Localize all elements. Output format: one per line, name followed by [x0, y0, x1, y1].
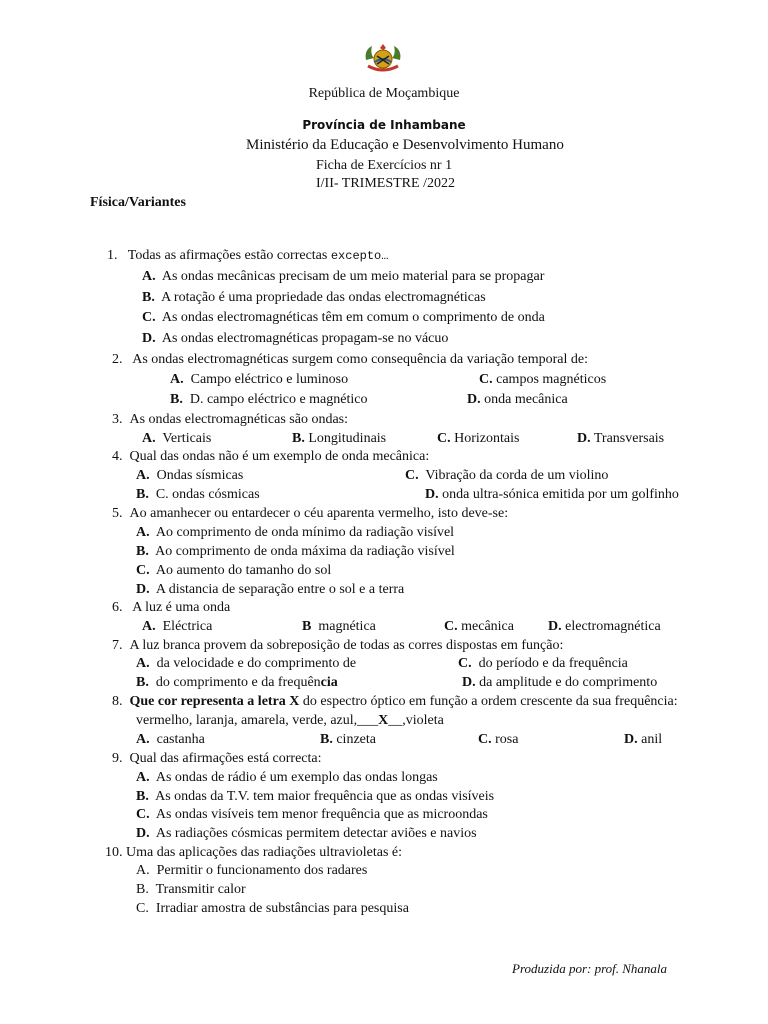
q4-option-c: C. Vibração da corda de um violino	[405, 468, 609, 483]
q1-option-c: C. As ondas electromagnéticas têm em comum o comprimento de onda	[142, 310, 545, 325]
question-text-mono: excepto…	[330, 249, 389, 263]
question-2: 2. As ondas electromagnéticas surgem como consequência da variação temporal de:	[112, 352, 588, 367]
q4-option-a: A. Ondas sísmicas	[136, 468, 244, 483]
q1-option-a: A. As ondas mecânicas precisam de um meio material para se propagar	[142, 269, 545, 284]
question-7: 7. A luz branca provem da sobreposição de todas as corres dispostas em função:	[112, 638, 564, 653]
q6-option-c: C. mecânica	[444, 619, 514, 634]
question-8: 8. Que cor representa a letra X do espectro óptico em função a ordem crescente da sua frequência:	[112, 694, 678, 709]
q5-option-a: A. Ao comprimento de onda mínimo da radiação visível	[136, 525, 455, 540]
q2-option-b: B. D. campo eléctrico e magnético	[170, 392, 368, 407]
q3-option-b: B. Longitudinais	[292, 431, 387, 446]
coat-of-arms-emblem	[362, 42, 404, 76]
q2-option-d: D. onda mecânica	[467, 392, 568, 407]
q1-option-d: D. As ondas electromagnéticas propagam-se no vácuo	[142, 331, 449, 346]
q6-option-a: A. Eléctrica	[142, 619, 213, 634]
q9-option-a: A. As ondas de rádio é um exemplo das ondas longas	[136, 770, 438, 785]
question-4: 4. Qual das ondas não é um exemplo de onda mecânica:	[112, 449, 430, 464]
q3-option-d: D. Transversais	[577, 431, 665, 446]
q9-option-d: D. As radiações cósmicas permitem detectar aviões e navios	[136, 826, 477, 841]
question-10: 10. Uma das aplicações das radiações ultravioletas é:	[105, 845, 402, 860]
q8-option-b: B. cinzeta	[320, 732, 376, 747]
question-number: 1.	[107, 248, 118, 263]
q8-option-d: D. anil	[624, 732, 663, 747]
q6-option-b: B magnética	[302, 619, 376, 634]
question-6: 6. A luz é uma onda	[112, 600, 231, 615]
term-title: I/II- TRIMESTRE /2022	[316, 176, 455, 191]
q5-option-c: C. Ao aumento do tamanho do sol	[136, 563, 332, 578]
q2-option-a: A. Campo eléctrico e luminoso	[170, 372, 349, 387]
q3-option-a: A. Verticais	[142, 431, 212, 446]
q7-option-d: D. da amplitude e do comprimento	[462, 675, 658, 690]
ministry-heading: Ministério da Educação e Desenvolvimento Humano	[246, 137, 564, 153]
q5-option-d: D. A distancia de separação entre o sol e a terra	[136, 582, 405, 597]
sheet-title: Ficha de Exercícios nr 1	[316, 158, 453, 173]
question-9: 9. Qual das afirmações está correcta:	[112, 751, 322, 766]
question-3: 3. As ondas electromagnéticas são ondas:	[112, 412, 348, 427]
author-footer: Produzida por: prof. Nhanala	[512, 961, 668, 976]
q1-option-b: B. A rotação é uma propriedade das ondas electromagnéticas	[142, 290, 486, 305]
q10-option-b: B. Transmitir calor	[136, 882, 246, 897]
q7-option-c: C. do período e da frequência	[458, 656, 628, 671]
q2-option-c: C. campos magnéticos	[479, 372, 607, 387]
question-text: Todas as afirmações estão correctas	[127, 248, 331, 263]
question-1	[107, 248, 388, 264]
q10-option-c: C. Irradiar amostra de substâncias para pesquisa	[136, 901, 409, 916]
q9-option-c: C. As ondas visíveis tem menor frequência que as microondas	[136, 807, 488, 822]
q6-option-d: D. electromagnética	[548, 619, 661, 634]
q7-option-a: A. da velocidade e do comprimento de	[136, 656, 357, 671]
question-5: 5. Ao amanhecer ou entardecer o céu aparenta vermelho, isto deve-se:	[112, 506, 509, 521]
q7-option-b: B. do comprimento e da frequência	[136, 675, 338, 690]
country-heading: República de Moçambique	[308, 86, 460, 101]
q5-option-b: B. Ao comprimento de onda máxima da radiação visível	[136, 544, 455, 559]
q3-option-c: C. Horizontais	[437, 431, 520, 446]
question-8-line2: vermelho, laranja, amarela, verde, azul,___X__,violeta	[136, 713, 444, 728]
q4-option-d: D. onda ultra-sónica emitida por um golfinho	[425, 487, 679, 502]
q8-option-c: C. rosa	[478, 732, 519, 747]
province-heading: Província de Inhambane	[302, 118, 466, 132]
q4-option-b: B. C. ondas cósmicas	[136, 487, 260, 502]
q9-option-b: B. As ondas da T.V. tem maior frequência que as ondas visíveis	[136, 789, 495, 804]
q8-option-a: A. castanha	[136, 732, 205, 747]
subject-heading: Física/Variantes	[90, 195, 186, 210]
q10-option-a: A. Permitir o funcionamento dos radares	[136, 863, 368, 878]
